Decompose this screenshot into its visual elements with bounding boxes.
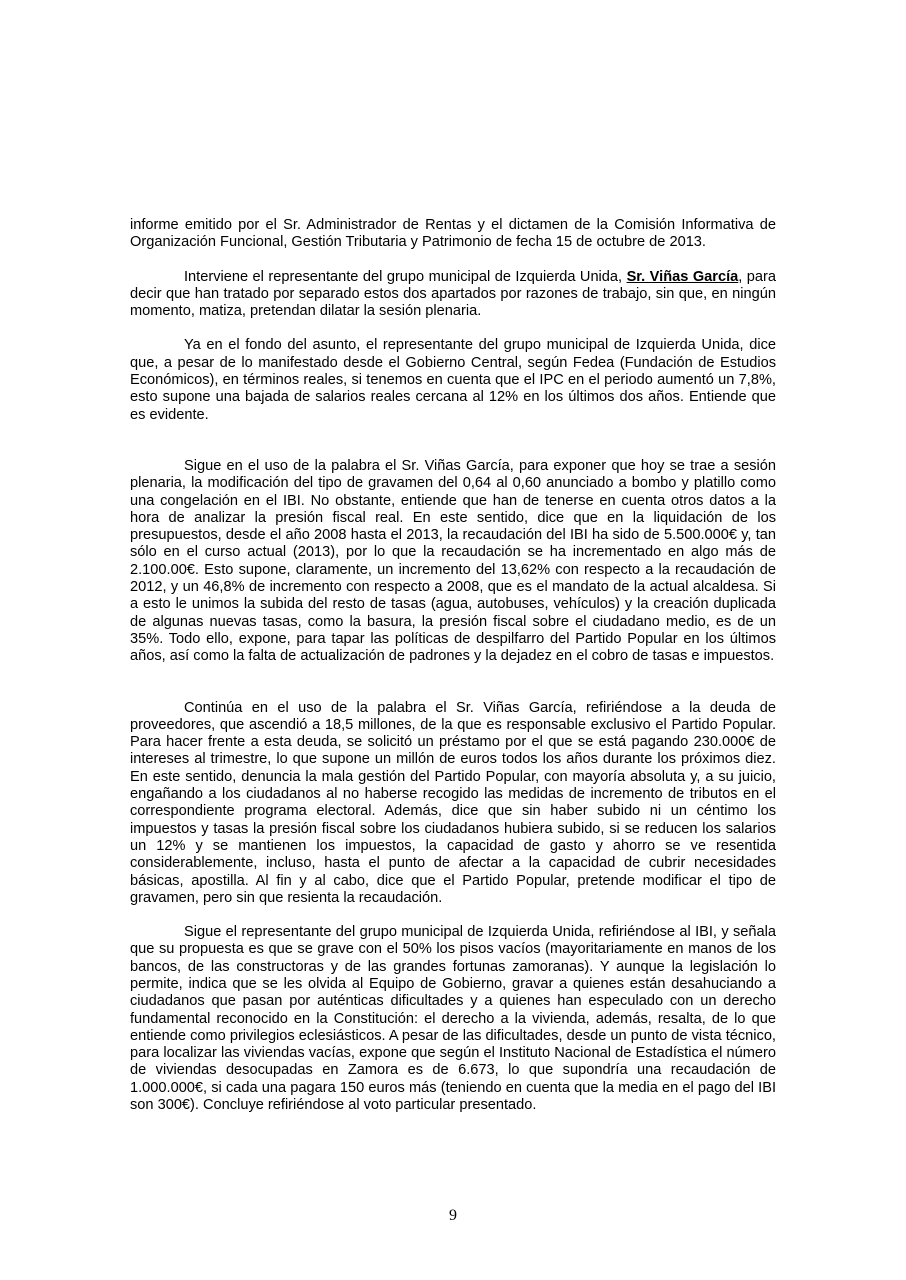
document-body	[130, 217, 776, 1114]
paragraph-pisos-vacios: Sigue el representante del grupo municipal de Izquierda Unida, refiriéndose al IBI, y señala que su propuesta es que se grave con el 50% los pisos vacíos (mayoritariamente en manos de los bancos, de las constructoras y de las grandes fortunas zamoranas). Y aunque la legislación lo permite, indica que se les olvida al Equipo de Gobierno, gravar a quienes están desahuciando a ciudadanos que pasan por auténticas dificultades y a quienes han especulado con un derecho fundamental reconocido en la Constitución: el derecho a la vivienda, además, resalta, de lo que entiende como privilegios eclesiásticos. A pesar de las dificultades, desde un punto de vista técnico, para localizar las viviendas vacías, expone que según el Instituto Nacional de Estadística el número de viviendas desocupadas en Zamora es de 6.673, lo que supondría una recaudación de 1.000.000€, si cada una pagara 150 euros más (teniendo en cuenta que la media en el pago del IBI son 300€). Concluye refiriéndose al voto particular presentado.	[130, 924, 776, 1114]
paragraph-fondo-asunto: Ya en el fondo del asunto, el representante del grupo municipal de Izquierda Unida, dice que, a pesar de lo manifestado desde el Gobierno Central, según Fedea (Fundación de Estudios Económicos), en términos reales, si tenemos en cuenta que el IPC en el periodo aumentó un 7,8%, esto supone una bajada de salarios reales cercana al 12% en los últimos dos años. Entiende que es evidente.	[130, 337, 776, 423]
paragraph-interviene-lead: Interviene el representante del grupo municipal de Izquierda Unida,	[184, 268, 627, 285]
paragraph-interviene-rest: , para decir que han tratado por separado estos dos apartados por razones de trabajo, sin que, en ningún momento, matiza, pretendan dilatar la sesión plenaria.	[130, 268, 776, 320]
paragraph-deuda-proveedores: Continúa en el uso de la palabra el Sr. Viñas García, refiriéndose a la deuda de proveedores, que ascendió a 18,5 millones, de la que es responsable exclusivo el Partido Popular. Para hacer frente a esta deuda, se solicitó un préstamo por el que se está pagando 230.000€ de intereses al trimestre, lo que supone un millón de euros todos los años durante los próximos diez. En este sentido, denuncia la mala gestión del Partido Popular, con mayoría absoluta y, a su juicio, engañando a los ciudadanos al no haberse recogido las medidas de incremento de tributos en el correspondiente programa electoral. Además, dice que sin haber subido ni un céntimo los impuestos y tasas la presión fiscal sobre los ciudadanos hubiera subido, si se reducen los salarios un 12% y se mantienen los impuestos, la capacidad de gasto y ahorro se ve resentida considerablemente, incluso, hasta el punto de afectar a la capacidad de cubrir necesidades básicas, apostilla. Al fin y al cabo, dice que el Partido Popular, pretende modificar el tipo de gravamen, pero sin que resienta la recaudación.	[130, 699, 776, 906]
speaker-name: Sr. Viñas García	[626, 268, 739, 285]
paragraph-informe: informe emitido por el Sr. Administrador de Rentas y el dictamen de la Comisión Informativa de Organización Funcional, Gestión Tributaria y Patrimonio de fecha 15 de octubre de 2013.	[130, 217, 776, 251]
paragraph-tipo-gravamen: Sigue en el uso de la palabra el Sr. Viñas García, para exponer que hoy se trae a sesión plenaria, la modificación del tipo de gravamen del 0,64 al 0,60 anunciado a bombo y platillo como una congelación en el IBI. No obstante, entiende que han de tenerse en cuenta otros datos a la hora de analizar la presión fiscal real. En este sentido, dice que en la liquidación de los presupuestos, desde el año 2008 hasta el 2013, la recaudación del IBI ha sido de 5.500.000€ y, tan sólo en el curso actual (2013), por lo que la recaudación se ha incrementado en algo más de 2.100.00€. Esto supone, claramente, un incremento del 13,62% con respecto a la recaudación de 2012, y un 46,8% de incremento con respecto a 2008, que es el mandato de la actual alcaldesa. Si a esto le unimos la subida del resto de tasas (agua, autobuses, vehículos) y la creación duplicada de algunas nuevas tasas, como la basura, la presión fiscal sobre el ciudadano medio, es de un 35%. Todo ello, expone, para tapar las políticas de despilfarro del Partido Popular en los últimos años, así como la falta de actualización de padrones y la dejadez en el cobro de tasas e impuestos.	[130, 457, 776, 665]
paragraph-interviene	[130, 269, 776, 321]
page-number: 9	[449, 1207, 457, 1224]
